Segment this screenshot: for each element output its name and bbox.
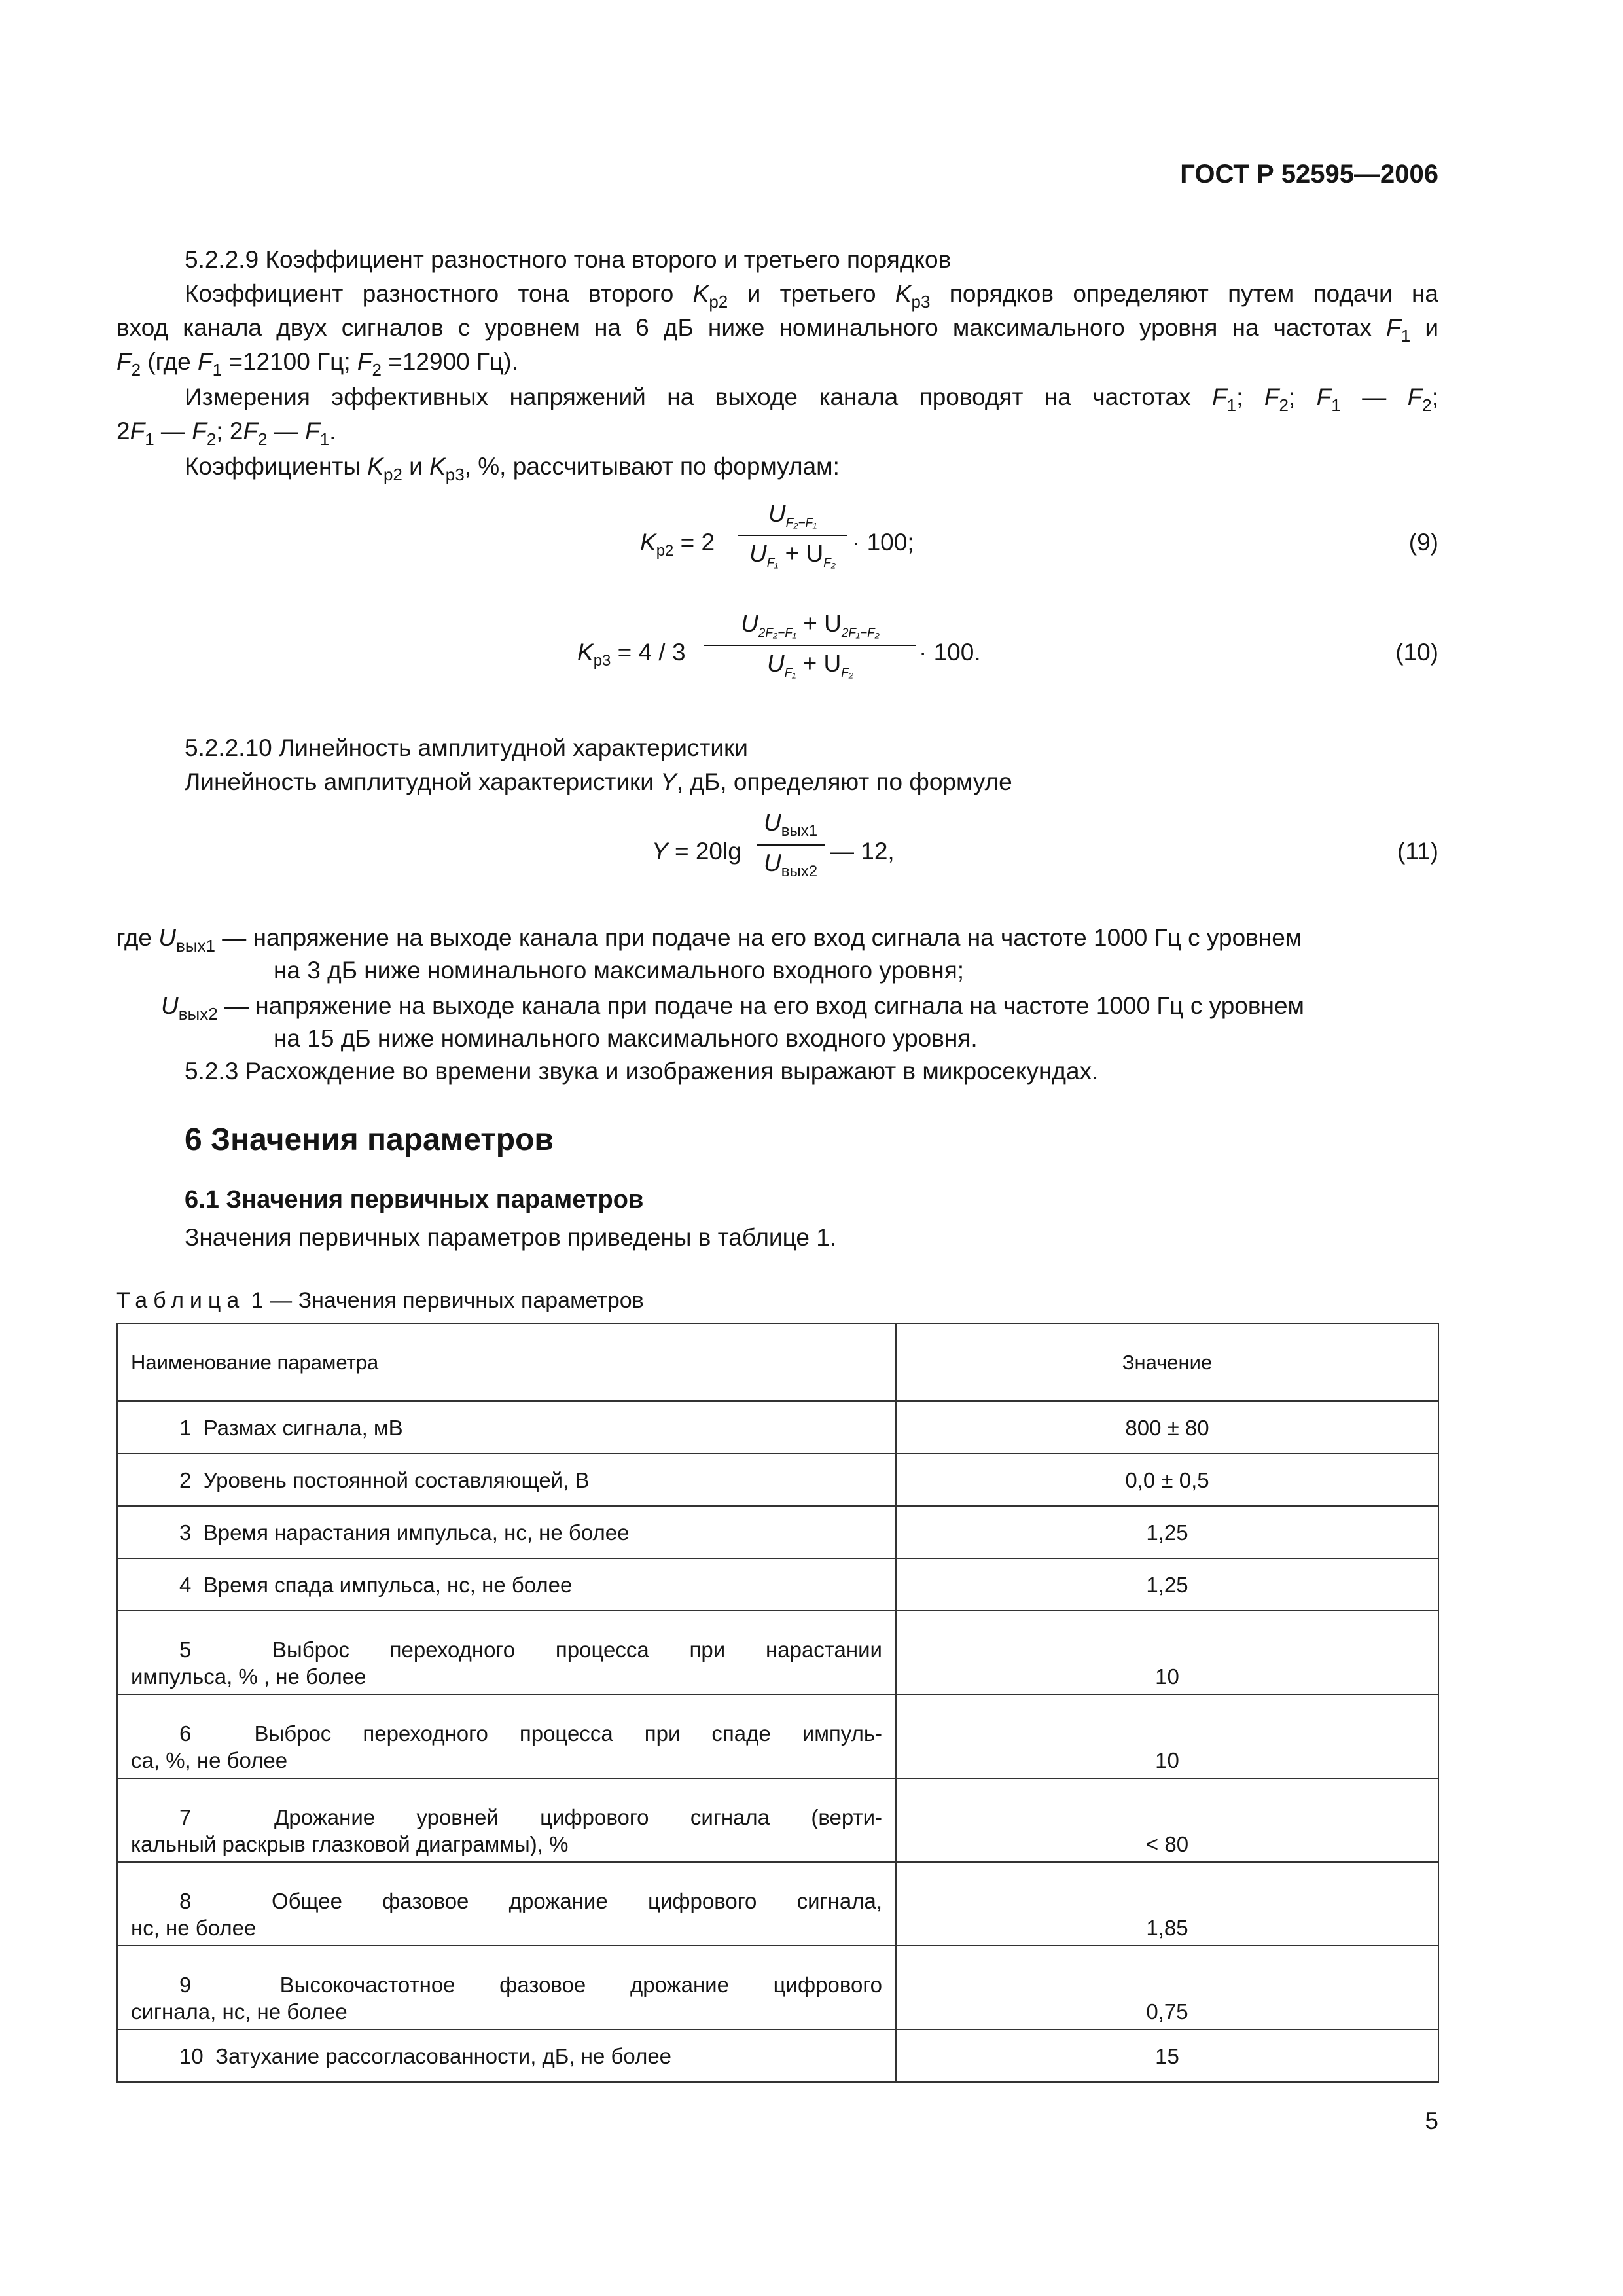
table-row	[117, 2030, 1438, 2082]
row-number: 5	[179, 1638, 192, 1662]
table-row	[117, 1695, 1438, 1778]
table-row	[117, 1862, 1438, 1946]
table-row	[117, 1558, 1438, 1611]
paragraph-61: Значения первичных параметров приведены в таблице 1.	[185, 1224, 837, 1251]
section-61-heading: 6.1 Значения первичных параметров	[185, 1186, 644, 1213]
document-code: ГОСТ Р 52595—2006	[1180, 160, 1438, 188]
row-number: 3	[179, 1520, 192, 1545]
row-parameter: Уровень постоянной составляющей, В	[203, 1467, 590, 1492]
table-row	[117, 1946, 1438, 2030]
table-1-caption: Таблица 1 — Значения первичных параметров	[116, 1288, 644, 1313]
column-header-name: Наименование параметра	[117, 1323, 896, 1401]
row-number: 6	[179, 1721, 192, 1746]
formula-9-lhs: $K_{р2} = 2$	[640, 529, 715, 560]
row-parameter-cont: нс, не более	[131, 1916, 257, 1940]
section-52210-heading: 5.2.2.10 Линейность амплитудной характеристики	[185, 734, 748, 761]
where-uvyx1-line2: на 3 дБ ниже номинального максимального входного уровня;	[274, 957, 965, 984]
row-value: 1,25	[896, 1558, 1438, 1611]
formula-11-tail: — 12,	[830, 838, 895, 865]
where-uvyx2-line1: $U_{вых2}$ — напряжение на выходе канала при подаче на его вход сигнала на частоте 1000 Гц с уровнем	[161, 992, 1304, 1024]
row-value: < 80	[896, 1778, 1438, 1862]
section-5229-heading: 5.2.2.9 Коэффициент разностного тона второго и третьего порядков	[185, 246, 952, 273]
paragraph-measure-line1: Измерения эффективных напряжений на выходе канала проводят на частотах $F_1$; $F_2$; $F_1$ — $F_2$;	[185, 384, 1439, 415]
formula-10-tail: · 100.	[919, 639, 981, 666]
row-parameter: Высокочастотное фазовое дрожание цифрового	[279, 1973, 882, 1997]
row-parameter: Затухание рассогласованности, дБ, не более	[215, 2043, 672, 2068]
row-parameter: Время нарастания импульса, нс, не более	[203, 1520, 630, 1545]
row-value: 800 ± 80	[896, 1401, 1438, 1454]
row-parameter: Выброс переходного процесса при нарастании	[272, 1638, 882, 1662]
paragraph-523: 5.2.3 Расхождение во времени звука и изображения выражают в микросекундах.	[185, 1058, 1099, 1085]
row-parameter-cont: кальный раскрыв глазковой диаграммы), %	[131, 1832, 569, 1856]
row-parameter: Размах сигнала, мВ	[203, 1415, 403, 1440]
row-parameter: Дрожание уровней цифрового сигнала (верти-	[274, 1805, 882, 1829]
paragraph-5229-line1: Коэффициент разностного тона второго $K_{р2}$ и третьего $K_{р3}$ порядков определяют путем подачи на	[185, 280, 1438, 312]
formula-9-tail: · 100;	[852, 529, 914, 556]
column-header-value: Значение	[896, 1323, 1438, 1401]
row-number: 10	[179, 2043, 204, 2068]
row-parameter: Общее фазовое дрожание цифрового сигнала,	[271, 1889, 882, 1913]
paragraph-measure-line2: $2F_1$ — $F_2$; $2F_2$ — $F_1$.	[116, 418, 336, 449]
table-row	[117, 1401, 1438, 1454]
row-number: 4	[179, 1572, 192, 1597]
formula-11-number: (11)	[1397, 838, 1438, 865]
table-row	[117, 1778, 1438, 1862]
where-uvyx1-line1: где $U_{вых1}$ — напряжение на выходе канала при подаче на его вход сигнала на частоте 1000 Гц с уровнем	[116, 924, 1302, 956]
formula-10-fraction: $\frac{U_{2F_2-F_1} + U_{2F_1-F_2}}{U_{F_1} + U_{F_2}}$	[704, 610, 916, 681]
table-row	[117, 1506, 1438, 1558]
table-row	[117, 1611, 1438, 1695]
formula-11-fraction: $U_{вых1}$ $U_{вых2}$	[757, 809, 825, 881]
section-6-heading: 6 Значения параметров	[185, 1122, 554, 1157]
row-value: 10	[896, 1611, 1438, 1695]
row-parameter-cont: са, %, не более	[131, 1748, 288, 1772]
paragraph-5229-line3: $F_2$ (где $F_1 =12100$ Гц; $F_2 =12900$ Гц).	[116, 348, 518, 380]
row-number: 2	[179, 1467, 192, 1492]
table-header-row	[117, 1323, 1438, 1401]
row-parameter-cont: импульса, % , не более	[131, 1664, 366, 1689]
formula-11-lhs: Y = 20lg	[652, 838, 741, 865]
row-number: 1	[179, 1415, 192, 1440]
row-value: 0,0 ± 0,5	[896, 1454, 1438, 1506]
row-parameter: Выброс переходного процесса при спаде импуль-	[254, 1721, 883, 1746]
row-value: 1,25	[896, 1506, 1438, 1558]
row-value: 0,75	[896, 1946, 1438, 2030]
page-number: 5	[1425, 2108, 1438, 2134]
row-value: 10	[896, 1695, 1438, 1778]
table-1	[116, 1323, 1439, 2083]
where-uvyx2-line2: на 15 дБ ниже номинального максимального входного уровня.	[274, 1025, 978, 1052]
paragraph-linearity: Линейность амплитудной характеристики Y, дБ, определяют по формуле	[185, 768, 1012, 795]
formula-10-lhs: $K_{р3} = 4 / 3$	[577, 639, 686, 670]
row-parameter: Время спада импульса, нс, не более	[203, 1572, 573, 1597]
formula-10-number: (10)	[1395, 639, 1438, 666]
row-number: 9	[179, 1973, 192, 1997]
paragraph-coefficients: Коэффициенты $K_{р2}$ и $K_{р3}$, %, рассчитывают по формулам:	[185, 453, 840, 484]
formula-9-fraction: $\frac{U_{F_2-F_1}}{U_{F_1} + U_{F_2}}$	[738, 500, 847, 571]
table-row	[117, 1454, 1438, 1506]
row-number: 7	[179, 1805, 192, 1829]
formula-9-number: (9)	[1408, 529, 1438, 556]
row-number: 8	[179, 1889, 192, 1913]
row-value: 15	[896, 2030, 1438, 2082]
row-parameter-cont: сигнала, нс, не более	[131, 2000, 348, 2024]
row-value: 1,85	[896, 1862, 1438, 1946]
paragraph-5229-line2: вход канала двух сигналов с уровнем на 6 дБ ниже номинального максимального уровня на частотах $F_1$ и	[116, 314, 1438, 346]
